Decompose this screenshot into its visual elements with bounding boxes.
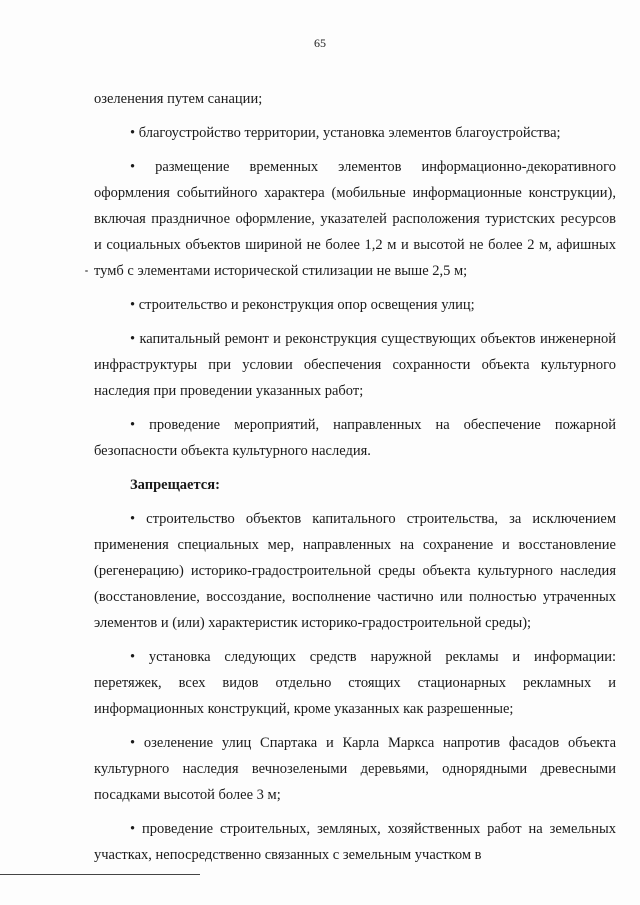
page-number: 65 — [314, 36, 326, 50]
list-item: • озеленение улиц Спартака и Карла Маркса напротив фасадов объекта культурного наследия вечнозелеными деревьями, однорядными древесными посадками высотой более 3 м; — [94, 735, 616, 803]
list-item: • строительство объектов капитального строительства, за исключением применения специальных мер, направленных на сохранение и восстановление (регенерацию) историко-градостроительной среды объекта культурного наследия (восстановление, воссоздание, восполнение частично или полностью утраченных элементов и (или) характеристик историко-градостроительной среды); — [94, 511, 616, 631]
document-body — [94, 86, 616, 876]
list-item: • благоустройство территории, установка элементов благоустройства; — [130, 125, 561, 141]
list-item: • проведение строительных, земляных, хозяйственных работ на земельных участках, непосредственно связанных с земельным участком в — [94, 821, 616, 863]
list-item: • размещение временных элементов информационно-декоративного оформления событийного характера (мобильные информационные конструкции), включая праздничное оформление, указателей расположения туристских ресурсов и социальных объектов шириной не более 1,2 м и высотой не более 2 м, афишных тумб с элементами исторической стилизации не выше 2,5 м; — [94, 159, 616, 279]
paragraph-continuation: озеленения путем санации; — [94, 91, 263, 107]
list-item: • капитальный ремонт и реконструкция существующих объектов инженерной инфраструктуры при условии обеспечения сохранности объекта культурного наследия при проведении указанных работ; — [94, 331, 616, 399]
scan-speck — [85, 270, 88, 272]
bottom-rule — [0, 874, 200, 875]
list-item: • установка следующих средств наружной рекламы и информации: перетяжек, всех видов отдельно стоящих стационарных рекламных и информационных конструкций, кроме указанных как разрешенные; — [94, 649, 616, 717]
section-heading-prohibited: Запрещается: — [130, 477, 220, 493]
list-item: • проведение мероприятий, направленных на обеспечение пожарной безопасности объекта культурного наследия. — [94, 417, 616, 459]
list-item: • строительство и реконструкция опор освещения улиц; — [130, 297, 475, 313]
